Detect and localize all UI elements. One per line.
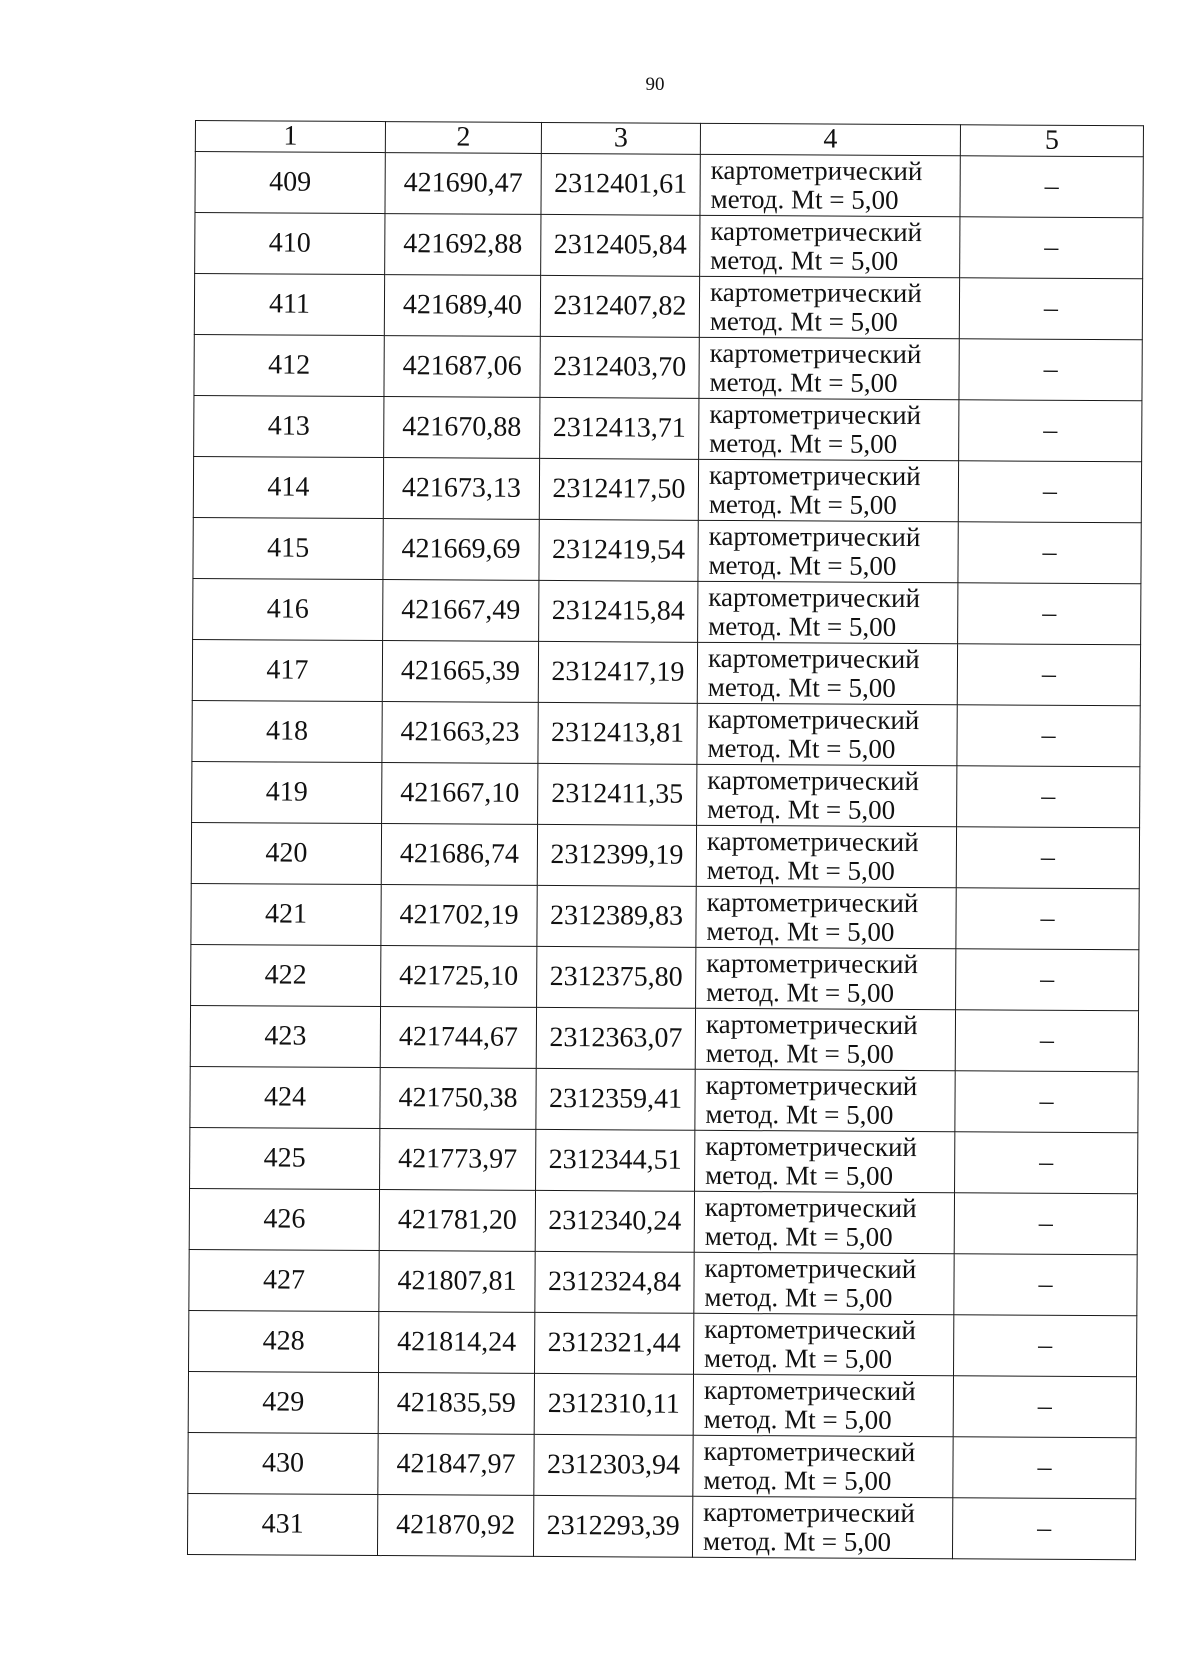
y-coordinate-cell: 2312344,51	[536, 1129, 695, 1191]
method-line-2: метод. Mt = 5,00	[706, 976, 895, 1008]
y-coordinate-cell: 2312415,84	[539, 580, 698, 642]
y-coordinate-cell: 2312399,19	[537, 824, 696, 886]
table-row	[193, 517, 1141, 583]
method-line-2: метод. Mt = 5,00	[703, 1403, 892, 1435]
point-number-cell: 415	[193, 517, 383, 579]
table-row	[190, 1066, 1138, 1132]
method-line-2: метод. Mt = 5,00	[705, 1037, 894, 1069]
method-line-2: метод. Mt = 5,00	[709, 366, 898, 398]
point-number-cell: 421	[191, 883, 381, 945]
note-cell: –	[953, 1376, 1136, 1438]
y-coordinate-cell: 2312363,07	[536, 1007, 695, 1069]
method-line-1: картометрический	[709, 337, 922, 370]
method-line-2: метод. Mt = 5,00	[705, 1159, 894, 1191]
table-row	[189, 1188, 1137, 1254]
method-line-2: метод. Mt = 5,00	[707, 732, 896, 764]
note-cell: –	[955, 1132, 1138, 1194]
table-row	[194, 274, 1142, 340]
point-number-cell: 409	[195, 152, 385, 214]
x-coordinate-cell: 421667,10	[382, 763, 538, 825]
method-cell	[698, 459, 958, 521]
method-cell	[693, 1374, 953, 1436]
method-line-1: картометрический	[708, 459, 921, 492]
method-line-1: картометрический	[704, 1313, 916, 1346]
method-cell	[696, 825, 956, 887]
x-coordinate-cell: 421781,20	[379, 1190, 535, 1252]
y-coordinate-cell: 2312407,82	[540, 275, 699, 337]
x-coordinate-cell: 421702,19	[381, 885, 537, 947]
note-cell: –	[956, 949, 1139, 1011]
y-coordinate-cell: 2312340,24	[535, 1190, 694, 1252]
coordinates-table-wrapper	[187, 120, 1143, 1560]
y-coordinate-cell: 2312405,84	[541, 214, 700, 276]
y-coordinate-cell: 2312417,19	[538, 641, 697, 703]
note-cell: –	[959, 400, 1142, 462]
method-cell	[696, 886, 956, 948]
method-cell	[696, 947, 956, 1009]
column-header-4: 4	[700, 123, 960, 155]
method-line-1: картометрический	[710, 154, 923, 187]
method-cell	[699, 337, 959, 399]
method-line-2: метод. Mt = 5,00	[708, 610, 897, 642]
method-line-1: картометрический	[707, 642, 920, 675]
table-row	[191, 822, 1139, 888]
x-coordinate-cell: 421835,59	[378, 1373, 534, 1435]
y-coordinate-cell: 2312389,83	[537, 885, 696, 947]
page-number: 90	[645, 74, 665, 95]
column-header-1: 1	[195, 121, 385, 153]
method-line-1: картометрический	[705, 1069, 918, 1102]
table-row	[193, 456, 1141, 522]
method-line-2: метод. Mt = 5,00	[704, 1220, 893, 1252]
note-cell: –	[954, 1254, 1137, 1316]
method-cell	[700, 154, 960, 216]
point-number-cell: 414	[193, 456, 383, 518]
x-coordinate-cell: 421744,67	[380, 1007, 536, 1069]
x-coordinate-cell: 421847,97	[378, 1434, 534, 1496]
table-row	[190, 1005, 1138, 1071]
x-coordinate-cell: 421687,06	[384, 336, 540, 398]
point-number-cell: 427	[189, 1249, 379, 1311]
method-cell	[695, 1130, 955, 1192]
table-row	[193, 578, 1141, 644]
y-coordinate-cell: 2312321,44	[535, 1312, 694, 1374]
x-coordinate-cell: 421686,74	[381, 824, 537, 886]
method-line-1: картометрический	[707, 703, 920, 736]
method-line-2: метод. Mt = 5,00	[709, 427, 898, 459]
method-line-1: картометрический	[707, 764, 920, 797]
method-line-1: картометрический	[708, 581, 921, 614]
method-line-1: картометрический	[710, 215, 923, 248]
method-cell	[695, 1069, 955, 1131]
y-coordinate-cell: 2312413,81	[538, 702, 697, 764]
method-line-1: картометрический	[705, 1008, 918, 1041]
x-coordinate-cell: 421750,38	[380, 1068, 536, 1130]
method-line-2: метод. Mt = 5,00	[706, 854, 895, 886]
note-cell: –	[956, 888, 1139, 950]
note-cell: –	[960, 156, 1143, 218]
point-number-cell: 413	[194, 395, 384, 457]
method-line-2: метод. Mt = 5,00	[704, 1342, 893, 1374]
y-coordinate-cell: 2312413,71	[540, 397, 699, 459]
x-coordinate-cell: 421673,13	[383, 458, 539, 520]
table-row	[195, 213, 1143, 279]
table-row	[191, 944, 1139, 1010]
x-coordinate-cell: 421665,39	[382, 641, 538, 703]
note-cell: –	[959, 339, 1142, 401]
x-coordinate-cell: 421689,40	[384, 275, 540, 337]
method-cell	[698, 520, 958, 582]
x-coordinate-cell: 421692,88	[385, 214, 541, 276]
method-line-2: метод. Mt = 5,00	[708, 488, 897, 520]
method-cell	[698, 581, 958, 643]
point-number-cell: 416	[193, 578, 383, 640]
method-line-2: метод. Mt = 5,00	[707, 793, 896, 825]
method-line-1: картометрический	[704, 1191, 917, 1224]
point-number-cell: 428	[189, 1310, 379, 1372]
table-row	[189, 1310, 1137, 1376]
y-coordinate-cell: 2312324,84	[535, 1251, 694, 1313]
method-cell	[697, 642, 957, 704]
point-number-cell: 431	[187, 1493, 377, 1555]
method-line-2: метод. Mt = 5,00	[708, 549, 897, 581]
method-cell	[694, 1252, 954, 1314]
method-cell	[699, 398, 959, 460]
method-cell	[694, 1191, 954, 1253]
table-row	[191, 883, 1139, 949]
method-line-2: метод. Mt = 5,00	[706, 915, 895, 947]
method-line-2: метод. Mt = 5,00	[704, 1281, 893, 1313]
point-number-cell: 420	[191, 822, 381, 884]
x-coordinate-cell: 421663,23	[382, 702, 538, 764]
method-line-1: картометрический	[703, 1496, 915, 1529]
column-header-2: 2	[385, 122, 541, 154]
note-cell: –	[957, 705, 1140, 767]
table-row	[194, 395, 1142, 461]
y-coordinate-cell: 2312411,35	[538, 763, 697, 825]
table-row	[194, 334, 1142, 400]
point-number-cell: 424	[190, 1066, 380, 1128]
method-line-1: картометрический	[708, 520, 921, 553]
method-line-1: картометрический	[703, 1435, 916, 1468]
y-coordinate-cell: 2312359,41	[536, 1068, 695, 1130]
y-coordinate-cell: 2312401,61	[541, 153, 700, 215]
note-cell: –	[957, 766, 1140, 828]
method-line-2: метод. Mt = 5,00	[703, 1464, 892, 1496]
x-coordinate-cell: 421725,10	[381, 946, 537, 1008]
point-number-cell: 422	[191, 944, 381, 1006]
method-line-1: картометрический	[709, 398, 922, 431]
y-coordinate-cell: 2312417,50	[539, 458, 698, 520]
table-row	[188, 1371, 1136, 1437]
method-line-2: метод. Mt = 5,00	[709, 305, 898, 337]
note-cell: –	[960, 217, 1143, 279]
note-cell: –	[955, 1010, 1138, 1072]
method-cell	[697, 764, 957, 826]
x-coordinate-cell: 421870,92	[377, 1495, 533, 1557]
point-number-cell: 429	[188, 1371, 378, 1433]
method-line-2: метод. Mt = 5,00	[705, 1098, 894, 1130]
point-number-cell: 410	[195, 213, 385, 275]
table-row	[189, 1249, 1137, 1315]
method-line-1: картометрический	[705, 1130, 918, 1163]
x-coordinate-cell: 421669,69	[383, 519, 539, 581]
note-cell: –	[955, 1071, 1138, 1133]
x-coordinate-cell: 421670,88	[384, 397, 540, 459]
method-line-2: метод. Mt = 5,00	[702, 1525, 892, 1557]
y-coordinate-cell: 2312303,94	[534, 1434, 693, 1496]
note-cell: –	[959, 278, 1142, 340]
point-number-cell: 430	[188, 1432, 378, 1494]
table-body	[187, 152, 1143, 1560]
point-number-cell: 411	[194, 274, 384, 336]
point-number-cell: 412	[194, 334, 384, 396]
point-number-cell: 417	[192, 639, 382, 701]
x-coordinate-cell: 421773,97	[380, 1129, 536, 1191]
method-line-2: метод. Mt = 5,00	[710, 183, 899, 215]
point-number-cell: 426	[189, 1188, 379, 1250]
method-cell	[700, 215, 960, 277]
method-line-2: метод. Mt = 5,00	[707, 671, 896, 703]
coordinates-table	[187, 120, 1144, 1560]
method-cell	[694, 1313, 954, 1375]
method-line-1: картометрический	[709, 276, 922, 309]
note-cell: –	[957, 644, 1140, 706]
method-line-1: картометрический	[706, 947, 919, 980]
note-cell: –	[958, 522, 1141, 584]
note-cell: –	[956, 827, 1139, 889]
x-coordinate-cell: 421690,47	[385, 153, 541, 215]
column-header-5: 5	[960, 125, 1143, 157]
column-header-3: 3	[541, 122, 700, 154]
point-number-cell: 418	[192, 700, 382, 762]
y-coordinate-cell: 2312419,54	[539, 519, 698, 581]
method-line-1: картометрический	[704, 1252, 917, 1285]
method-line-1: картометрический	[703, 1374, 916, 1407]
y-coordinate-cell: 2312403,70	[540, 336, 699, 398]
method-cell	[699, 276, 959, 338]
table-row	[195, 152, 1143, 218]
x-coordinate-cell: 421814,24	[379, 1312, 535, 1374]
point-number-cell: 425	[190, 1127, 380, 1189]
table-row	[188, 1432, 1136, 1498]
y-coordinate-cell: 2312375,80	[537, 946, 696, 1008]
x-coordinate-cell: 421807,81	[379, 1251, 535, 1313]
note-cell: –	[953, 1437, 1136, 1499]
note-cell: –	[954, 1193, 1137, 1255]
method-cell	[695, 1008, 955, 1070]
table-row	[192, 700, 1140, 766]
method-cell	[697, 703, 957, 765]
method-cell	[692, 1496, 952, 1558]
y-coordinate-cell: 2312293,39	[533, 1495, 692, 1557]
note-cell: –	[953, 1315, 1136, 1377]
x-coordinate-cell: 421667,49	[383, 580, 539, 642]
table-row	[192, 639, 1140, 705]
note-cell: –	[958, 461, 1141, 523]
table-row	[192, 761, 1140, 827]
point-number-cell: 423	[190, 1005, 380, 1067]
table-row	[187, 1493, 1135, 1559]
method-line-2: метод. Mt = 5,00	[710, 244, 899, 276]
table-row	[190, 1127, 1138, 1193]
point-number-cell: 419	[192, 761, 382, 823]
method-line-1: картометрический	[706, 886, 919, 919]
y-coordinate-cell: 2312310,11	[534, 1373, 693, 1435]
note-cell: –	[952, 1498, 1135, 1560]
method-line-1: картометрический	[706, 825, 919, 858]
method-cell	[693, 1435, 953, 1497]
note-cell: –	[958, 583, 1141, 645]
